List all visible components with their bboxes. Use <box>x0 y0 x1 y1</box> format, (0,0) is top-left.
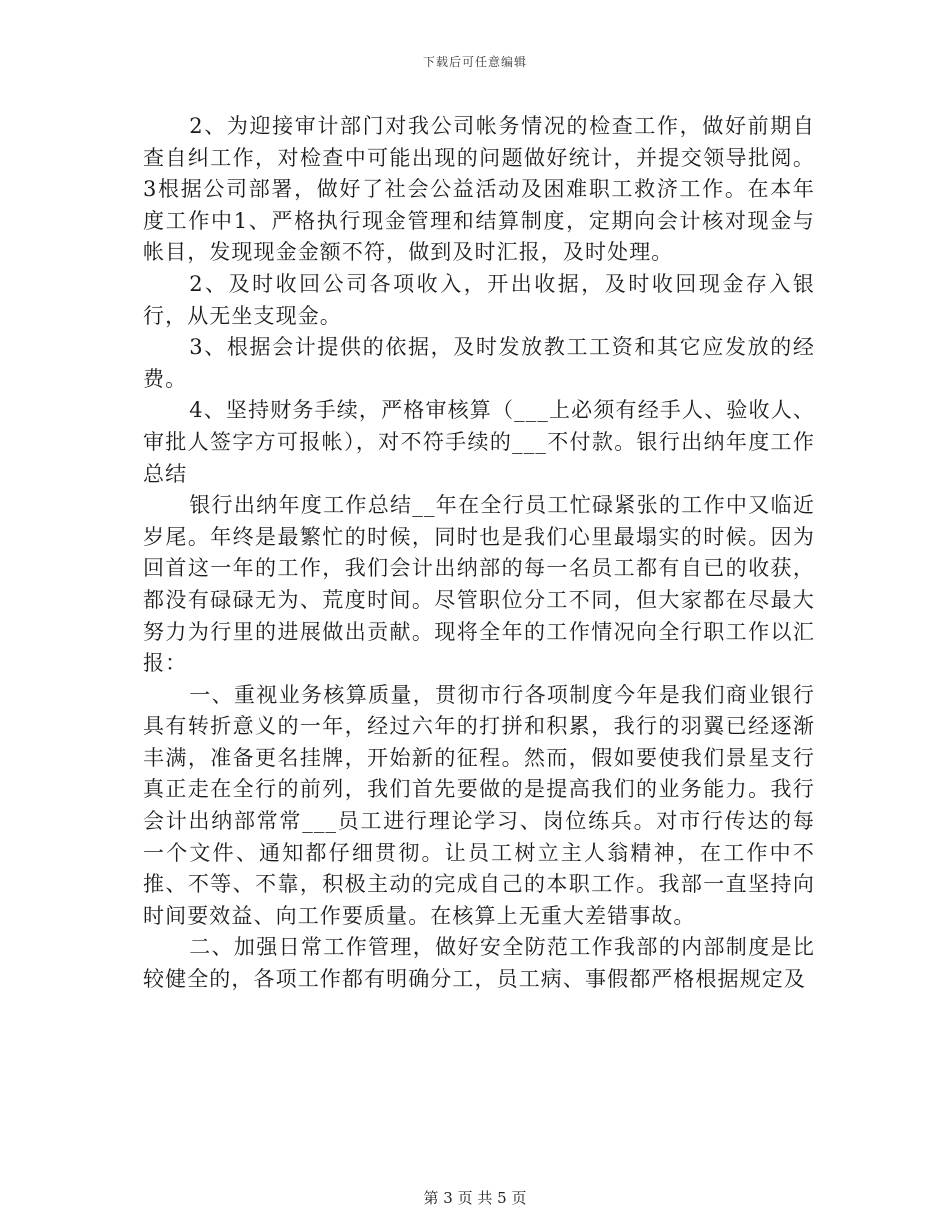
paragraph: 4、坚持财务手续，严格审核算（___上必须有经手人、验收人、审批人签字方可报帐），对不符手续的___不付款。银行出纳年度工作总结 <box>143 398 815 486</box>
paragraph: 一、重视业务核算质量，贯彻市行各项制度今年是我们商业银行具有转折意义的一年，经过六年的打拼和积累，我行的羽翼已经逐渐丰满，准备更名挂牌，开始新的征程。然而，假如要使我们景星支行真正走在全行的前列，我们首先要做的是提高我们的业务能力。我行会计出纳部常常___员工进行理论学习、岗位练兵。对市行传达的每一个文件、通知都仔细贯彻。让员工树立主人翁精神，在工作中不推、不等、不靠，积极主动的完成自己的本职工作。我部一直坚持向时间要效益、向工作要质量。在核算上无重大差错事故。 <box>143 682 815 928</box>
document-body <box>143 111 815 996</box>
paragraph: 2、及时收回公司各项收入，开出收据，及时收回现金存入银行，从无坐支现金。 <box>143 271 815 328</box>
page-footer: 第 3 页 共 5 页 <box>423 1189 527 1207</box>
paragraph: 3、根据会计提供的依据，及时发放教工工资和其它应发放的经费。 <box>143 335 815 391</box>
paragraph: 银行出纳年度工作总结__年在全行员工忙碌紧张的工作中又临近岁尾。年终是最繁忙的时候，同时也是我们心里最塌实的时候。因为回首这一年的工作，我们会计出纳部的每一名员工都有自已的收获，都没有碌碌无为、荒度时间。尽管职位分工不同，但大家都在尽最大努力为行里的进展做出贡献。现将全年的工作情况向全行职工作以汇报： <box>143 493 815 676</box>
paragraph: 2、为迎接审计部门对我公司帐务情况的检查工作，做好前期自查自纠工作，对检查中可能出现的问题做好统计，并提交领导批阅。3根据公司部署，做好了社会公益活动及困难职工救济工作。在本年度工作中1、严格执行现金管理和结算制度，定期向会计核对现金与帐目，发现现金金额不符，做到及时汇报，及时处理。 <box>143 114 815 265</box>
paragraph: 二、加强日常工作管理，做好安全防范工作我部的内部制度是比较健全的，各项工作都有明确分工，员工病、事假都严格根据规定及 <box>143 935 815 992</box>
page-header: 下载后可任意编辑 <box>422 55 527 69</box>
